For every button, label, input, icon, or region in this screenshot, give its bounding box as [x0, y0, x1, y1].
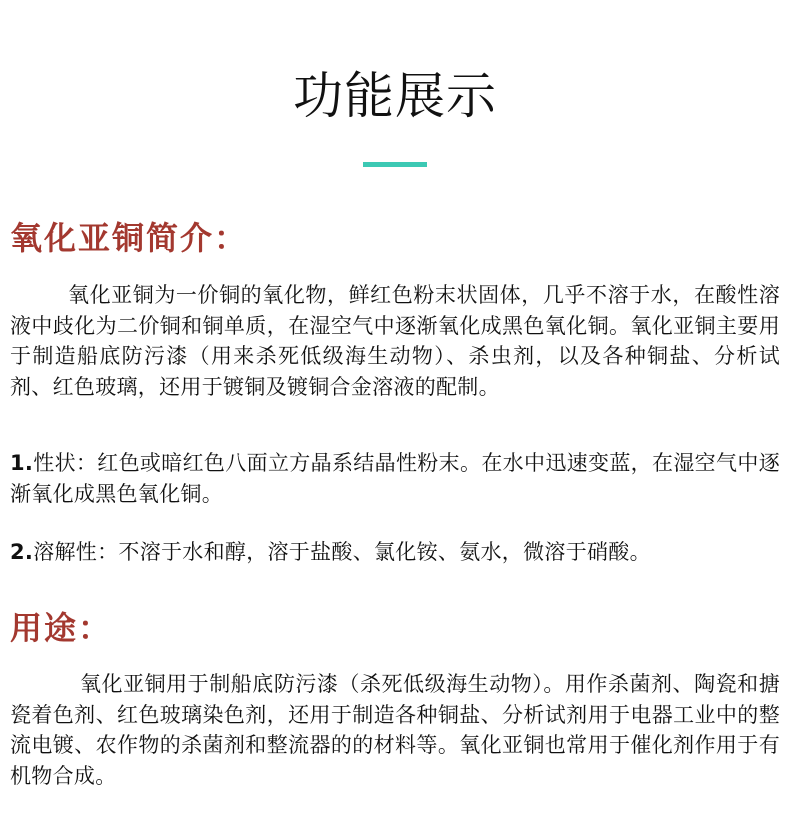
intro-heading: 氧化亚铜简介： [10, 219, 249, 257]
uses-paragraph: 氧化亚铜用于制船底防污漆（杀死低级海生动物）。用作杀菌剂、陶瓷和搪瓷着色剂、红色玻璃染色剂，还用于制造各种铜盐、分析试剂用于电器工业中的整流电镀、农作物的杀菌剂和整流器的的材料等。氧化亚铜也常用于催化剂作用于有机物合成。 [10, 672, 780, 788]
uses-heading: 用途： [10, 609, 113, 647]
page-title: 功能展示 [293, 67, 497, 125]
intro-paragraph: 氧化亚铜为一价铜的氧化物，鲜红色粉末状固体，几乎不溶于水，在酸性溶液中歧化为二价铜和铜单质，在湿空气中逐渐氧化成黑色氧化铜。氧化亚铜主要用于制造船底防污漆（用来杀死低级海生动物）、杀虫剂，以及各种铜盐、分析试剂、红色玻璃，还用于镀铜及镀铜合金溶液的配制。 [10, 283, 780, 399]
property-text: 溶解性：不溶于水和醇，溶于盐酸、氯化铵、氨水，微溶于硝酸。 [33, 540, 651, 564]
property-number: 2. [10, 540, 34, 564]
property-item-solubility [10, 537, 780, 568]
property-number: 1. [10, 451, 34, 475]
title-accent-bar [363, 162, 427, 167]
property-item-appearance [10, 448, 780, 509]
property-text: 性状：红色或暗红色八面立方晶系结晶性粉末。在水中迅速变蓝，在湿空气中逐渐氧化成黑色氧化铜。 [10, 451, 780, 506]
